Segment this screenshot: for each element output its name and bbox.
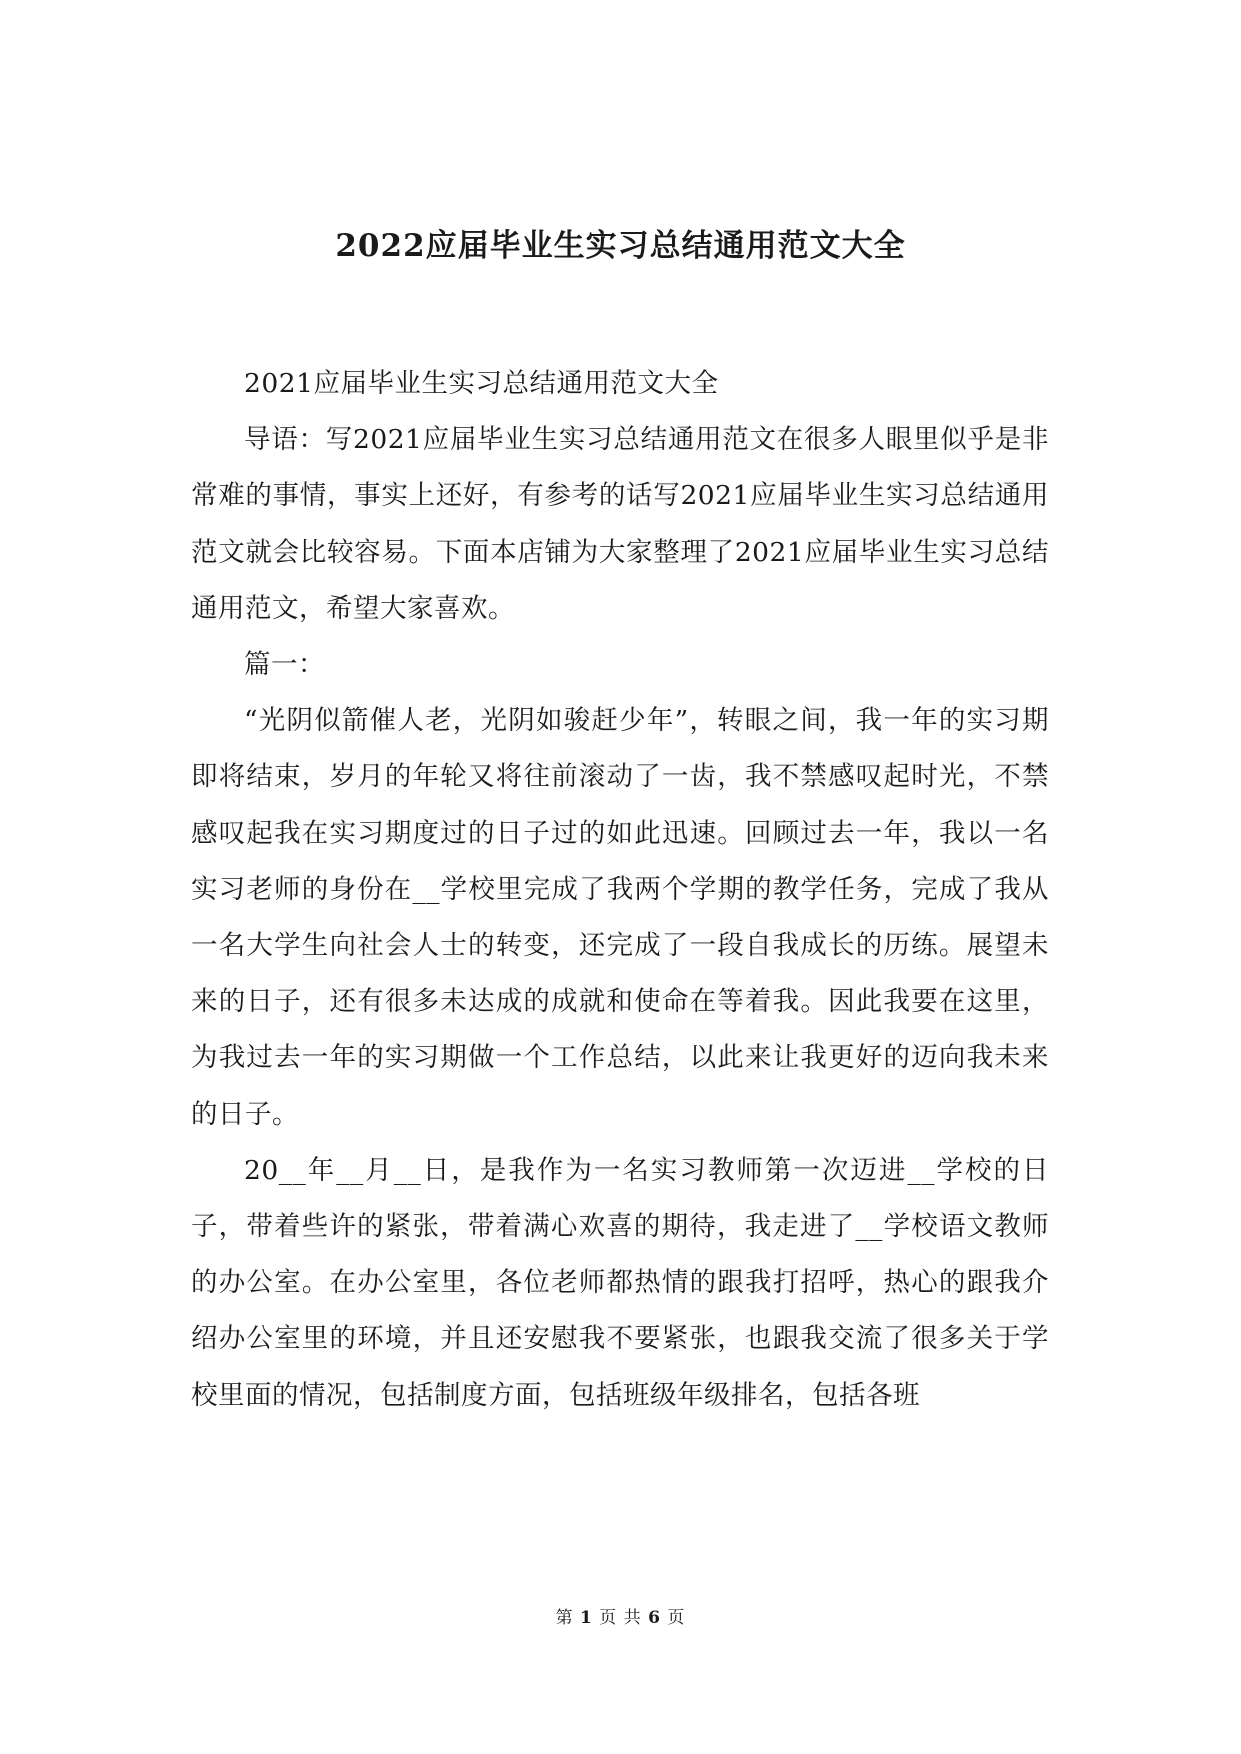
page-footer [0,1606,1241,1630]
paragraph-body-2: 20__年__月__日，是我作为一名实习教师第一次迈进__学校的日子，带着些许的紧张，带着满心欢喜的期待，我走进了__学校语文教师的办公室。在办公室里，各位老师都热情的跟我打招呼，热心的跟我介绍办公室里的环境，并且还安慰我不要紧张，也跟我交流了很多关于学校里面的情况，包括制度方面，包括班级年级排名，包括各班 [191,1154,1049,1411]
document-body [191,356,1049,1424]
footer-total-pages: 6 [648,1608,661,1628]
footer-middle: 页 共 [599,1608,642,1628]
paragraph-body-1: “光阴似箭催人老，光阴如骏赶少年”，转眼之间，我一年的实习期即将结束，岁月的年轮又将往前滚动了一齿，我不禁感叹起时光，不禁感叹起我在实习期度过的日子过的如此迅速。回顾过去一年，我以一名实习老师的身份在__学校里完成了我两个学期的教学任务，完成了我从一名大学生向社会人士的转变，还完成了一段自我成长的历练。展望未来的日子，还有很多未达成的成就和使命在等着我。因此我要在这里，为我过去一年的实习期做一个工作总结，以此来让我更好的迈向我未来的日子。 [191,705,1049,1130]
paragraph-intro: 导语：写2021应届毕业生实习总结通用范文在很多人眼里似乎是非常难的事情，事实上还好，有参考的话写2021应届毕业生实习总结通用范文就会比较容易。下面本店铺为大家整理了2021应届毕业生实习总结通用范文，希望大家喜欢。 [191,424,1049,624]
footer-current-page: 1 [580,1608,593,1628]
document-title: 2022应届毕业生实习总结通用范文大全 [335,228,906,264]
footer-suffix: 页 [667,1608,686,1628]
paragraph-subtitle: 2021应届毕业生实习总结通用范文大全 [244,368,719,399]
paragraph-section-heading: 篇一： [244,649,325,681]
footer-prefix: 第 [555,1608,574,1628]
